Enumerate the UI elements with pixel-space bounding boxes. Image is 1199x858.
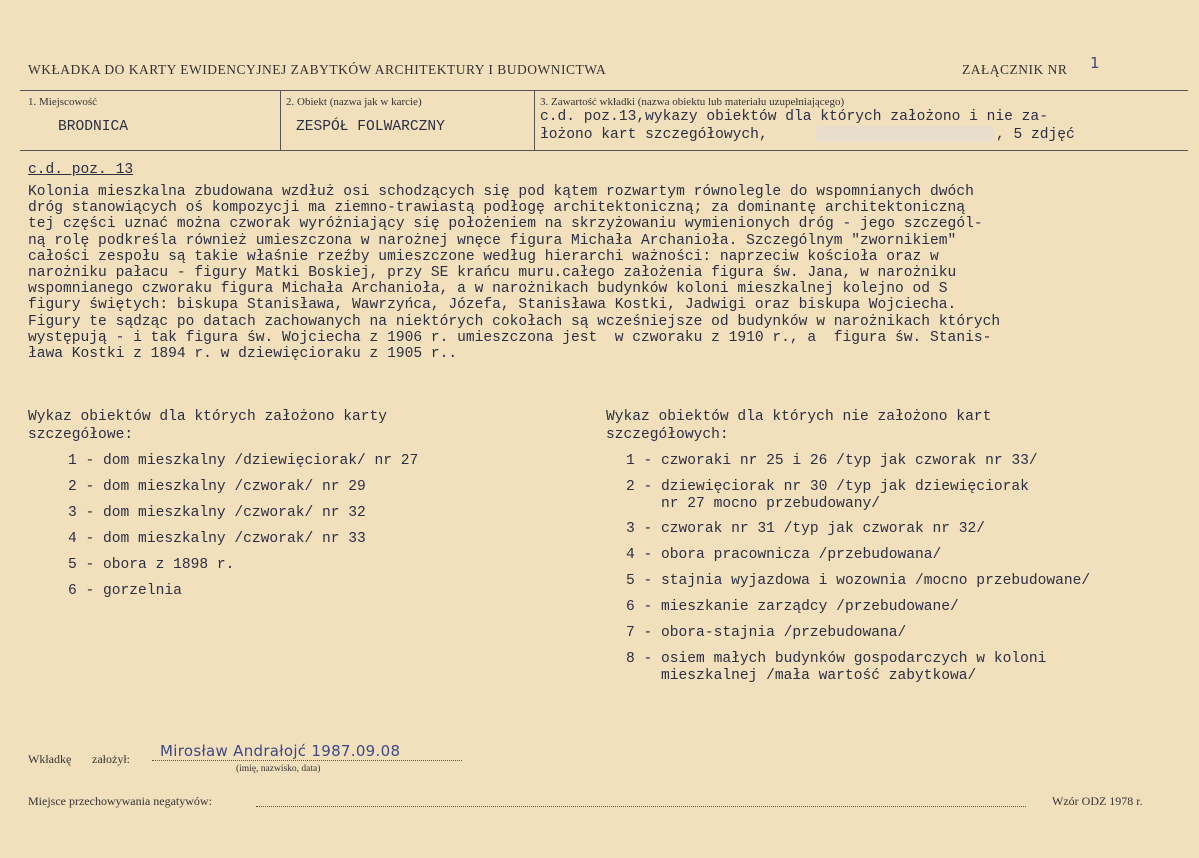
redacted-text: [816, 126, 994, 142]
paragraph-line: Kolonia mieszkalna zbudowana wzdłuż osi schodzących się pod kątem rozwartym równolegle do wspomnianych dwóch: [28, 184, 974, 200]
list-item: 6 - gorzelnia: [68, 583, 182, 599]
list-item: 4 - dom mieszkalny /czworak/ nr 33: [68, 531, 366, 547]
list-item: 6 - mieszkanie zarządcy /przebudowane/: [626, 599, 959, 615]
field-2-label: 2. Obiekt (nazwa jak w karcie): [286, 96, 422, 108]
signature-line: [152, 760, 462, 761]
paragraph-line: narożniku pałacu - figury Matki Boskiej, przy SE krańcu muru.całego założenia figura św. Jana, w narożniku: [28, 265, 957, 282]
list-item: 1 - dom mieszkalny /dziewięciorak/ nr 27: [68, 453, 419, 469]
field-box-bottom-rule: [20, 150, 1188, 151]
signature-handwriting: Mirosław Andrałojć 1987.09.08: [160, 742, 401, 760]
field-3-line-1: c.d. poz.13,wykazy obiektów dla których założono i nie za-: [540, 109, 1048, 125]
field-divider-2: [534, 90, 535, 150]
field-divider-1: [280, 90, 281, 150]
list-item: 4 - obora pracownicza /przebudowana/: [626, 547, 942, 563]
paragraph-line: ną rolę podkreśla również umieszczona w narożnej wnęce figura Michała Archanioła. Szczególnym "zwornikiem": [28, 232, 957, 249]
right-list-title-1: Wykaz obiektów dla których nie założono kart: [606, 409, 992, 425]
signature-caption: (imię, nazwisko, data): [236, 764, 321, 774]
list-item: nr 27 mocno przebudowany/: [626, 496, 880, 512]
field-1-label: 1. Miejscowość: [28, 96, 98, 108]
field-2-value: ZESPÓŁ FOLWARCZNY: [296, 119, 445, 135]
list-item: 2 - dom mieszkalny /czworak/ nr 29: [68, 479, 366, 495]
list-item: 7 - obora-stajnia /przebudowana/: [626, 625, 907, 641]
section-heading: c.d. poz. 13: [28, 162, 134, 178]
founded-label: założył:: [92, 752, 130, 766]
field-3-line-2b: , 5 zdjęć: [996, 127, 1075, 143]
paragraph-line: figury świętych: biskupa Stanisława, Wawrzyńca, Józefa, Stanisława Kostki, Jadwigi oraz biskupa Wojciecha.: [28, 297, 957, 314]
right-object-list: [606, 409, 1191, 699]
insert-label: Wkładkę: [28, 752, 72, 766]
field-1-value: BRODNICA: [58, 119, 129, 135]
description-paragraph: [28, 184, 1188, 362]
negatives-label: Miejsce przechowywania negatywów:: [28, 794, 212, 808]
list-item: 3 - dom mieszkalny /czworak/ nr 32: [68, 505, 366, 521]
left-object-list: [28, 409, 568, 609]
field-3-label: 3. Zawartość wkładki (nazwa obiektu lub materiału uzupełniającego): [540, 96, 845, 108]
field-3-line-2a: łożono kart szczegółowych,: [540, 127, 768, 143]
form-version: Wzór ODZ 1978 r.: [1052, 794, 1143, 808]
paragraph-line: wspomnianego czworaku figura Michała Archanioła, a w narożnikach budynków koloni mieszkalnej kolejno od S: [28, 281, 948, 298]
paragraph-line: tej części uznać można czworak wyróżniający się położeniem na skrzyżowaniu wymienionych dróg - jego szczegól-: [28, 216, 983, 233]
negatives-line: [256, 806, 1026, 807]
attachment-label: ZAŁĄCZNIK NR: [962, 62, 1068, 77]
list-item: 1 - czworaki nr 25 i 26 /typ jak czworak nr 33/: [626, 453, 1038, 469]
list-item: 5 - stajnia wyjazdowa i wozownia /mocno przebudowane/: [626, 573, 1091, 589]
left-list-title-1: Wykaz obiektów dla których założono karty: [28, 409, 388, 425]
left-list-title-2: szczegółowe:: [28, 427, 134, 443]
paragraph-line: ława Kostki z 1894 r. w dziewięcioraku z 1905 r..: [28, 346, 458, 363]
list-item: 2 - dziewięciorak nr 30 /typ jak dziewięciorak: [626, 479, 1029, 495]
card-title: WKŁADKA DO KARTY EWIDENCYJNEJ ZABYTKÓW ARCHITEKTURY I BUDOWNICTWA: [28, 62, 607, 77]
paragraph-line: Figury te sądząc po datach zachowanych na niektórych cokołach są wcześniejsze od budynków w narożnikach których: [28, 313, 1001, 330]
list-item: 3 - czworak nr 31 /typ jak czworak nr 32/: [626, 521, 986, 537]
list-item: 8 - osiem małych budynków gospodarczych w koloni: [626, 651, 1047, 667]
list-item: 5 - obora z 1898 r.: [68, 557, 235, 573]
right-list-title-2: szczegółowych:: [606, 427, 729, 443]
list-item: mieszkalnej /mała wartość zabytkowa/: [626, 668, 977, 684]
paragraph-line: występują - i tak figura św. Wojciecha z 1906 r. umieszczona jest w czworaku z 1910 r., a figura św. Stanis-: [28, 329, 992, 346]
paragraph-line: całości zespołu są takie właśnie rzeźby umieszczone według hierarchi ważności: naprzeciw kościoła oraz w: [28, 248, 939, 265]
attachment-number: 1: [1090, 54, 1100, 72]
field-box-top-rule: [20, 90, 1188, 91]
paragraph-line: dróg stanowiących oś kompozycji ma ziemno-trawiastą podłogę architektoniczną; za dominantę architektoniczną: [28, 200, 966, 217]
